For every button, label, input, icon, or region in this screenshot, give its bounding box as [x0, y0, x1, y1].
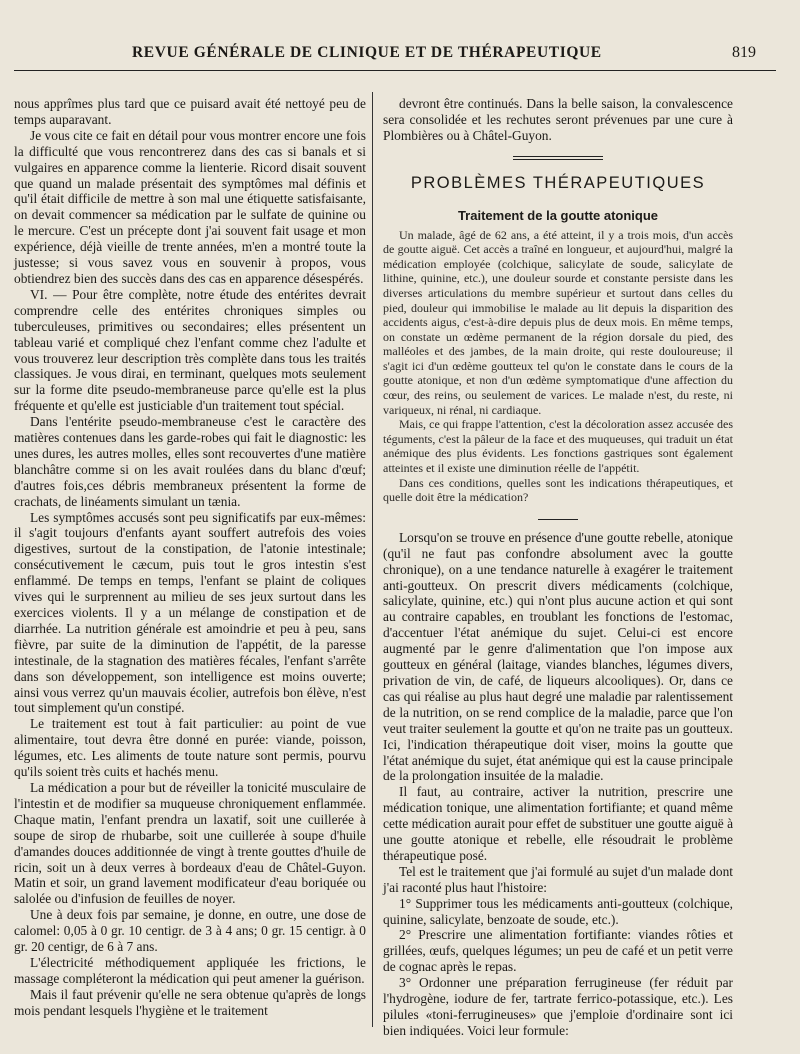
column-divider: [372, 92, 373, 1027]
page-number: 819: [732, 44, 756, 61]
left-paragraph: nous apprîmes plus tard que ce puisard avait été nettoyé peu de temps auparavant.: [14, 96, 366, 127]
answer-paragraph: Lorsqu'on se trouve en présence d'une goutte rebelle, atonique (qu'il ne faut pas confondre absolument avec la goutte chronique), on a une tendance naturelle à exagérer le traitement anti-goutteux. On prescrit divers médicaments (colchique, salicylate, quinine, etc.) qui n'ont plus aucune action et qui sont au contraire capables, en troublant les fonctions de l'estomac, d'accentuer l'état anémique du sujet. Celui-ci est encore augmenté par le genre d'alimentation que l'on impose aux goutteux en général (laitage, viandes blanches, légumes divers, privation de vin, de café, de liqueurs alcooliques). Or, dans ce cas qui réalise au plus haut degré une maladie par ralentissement de la nutrition, on se rend complice de la maladie, parce que l'on veut traiter seulement la goutte et qu'on ne traite pas un goutteux. Ici, l'indication thérapeutique doit viser, moins la goutte que l'état anémique du sujet, état anémique qui est la cause principale de la prolongation insuitée de la maladie.: [383, 529, 733, 784]
answer-paragraph: 1° Supprimer tous les médicaments anti-goutteux (colchique, quinine, salicylate, benzoate de soude, etc.).: [383, 895, 733, 927]
left-paragraph: Mais il faut prévenir qu'elle ne sera obtenue qu'après de longs mois pendant lesquels l'hygiène et le traitement: [14, 986, 366, 1018]
left-paragraph: Dans l'entérite pseudo-membraneuse c'est le caractère des matières contenues dans les garde-robes qui fait le diagnostic: les unes dures, les autres molles, elles sont recouvertes d'une matière blanchâtre comme si on les avait roulées dans du blanc d'œuf; d'autres fois,ces débris membraneux présentent la forme de crachats, de linéaments simulant un tænia.: [14, 414, 366, 509]
left-paragraph: Une à deux fois par semaine, je donne, en outre, une dose de calomel: 0,05 à 0 gr. 10 centigr. de 3 à 4 ans; 0 gr. 15 centigr. à 0 gr. 20 centigr, de 6 à 7 ans.: [14, 907, 366, 955]
left-column: [14, 96, 366, 1019]
answer-paragraph: 3° Ordonner une préparation ferrugineuse (fer réduit par l'hydrogène, iodure de fer, tartrate ferrico-potassique, etc.). Les pilules «toni-ferrugineuses» que j'emploie d'ordinaire sont ici bien indiquées. Voici leur formule:: [383, 975, 733, 1038]
left-paragraph: La médication a pour but de réveiller la tonicité musculaire de l'intestin et de modifier sa muqueuse chroniquement enflammée. Chaque matin, l'enfant prendra un laxatif, soit une cuillerée à soupe de sirop de rhubarbe, soit une cuillerée à soupe d'huile d'amandes douces additionnée de vingt à trente gouttes d'huile de ricin, soit un à deux verres à bordeaux d'eau de Châtel-Guyon. Matin et soir, un grand lavement modificateur d'eau boriquée ou salolée ou d'infusion de feuilles de noyer.: [14, 779, 366, 907]
left-paragraph: Je vous cite ce fait en détail pour vous montrer encore une fois la difficulté que vous rencontrerez dans des cas si banals et si vulgaires en apparence comme la lienterie. Ricord disait souvent que quand un malade présentait des symptômes mal définis et qu'il était difficile de mettre à son mal une étiquette satisfaisante, on devait commencer sa médication par le sulfate de quinine ou le mercure. C'est un précepte dont j'ai souvent fait usage et mon expérience, déjà vieille de trente années, m'en a montré toute la justesse; si vous savez vous en souvenir à propos, vous obtiendrez bien des succès dans des cas en apparence désespérés.: [14, 127, 366, 286]
subsection-title: Traitement de la goutte atonique: [457, 207, 659, 223]
answer-paragraph: Tel est le traitement que j'ai formulé au sujet d'un malade dont j'ai raconté plus haut l'histoire:: [383, 863, 733, 895]
section-title: PROBLÈMES THÉRAPEUTIQUES: [410, 173, 706, 192]
right-column: [383, 96, 733, 1039]
problem-paragraph: Mais, ce qui frappe l'attention, c'est la décoloration assez accusée des téguments, c'est la pâleur de la face et des muqueuses, qui traduit un état anémique des plus évidents. Les fonctions gastriques sont également atteintes et il existe une diminution réelle de l'appétit.: [383, 417, 733, 476]
right-top-paragraph: devront être continués. Dans la belle saison, la convalescence sera consolidée et les rechutes seront prévenues par une cure à Plombières ou à Châtel-Guyon.: [383, 96, 733, 143]
answer-paragraph: 2° Prescrire une alimentation fortifiante: viandes rôties et grillées, œufs, quelques légumes; un peu de café et un petit verre de cognac après le repas.: [383, 927, 733, 975]
short-rule: [538, 519, 578, 520]
running-header: [14, 40, 786, 70]
problem-paragraph: Dans ces conditions, quelles sont les indications thérapeutiques, et quelle doit être la médication?: [383, 475, 733, 505]
problem-paragraph: Un malade, âgé de 62 ans, a été atteint, il y a trois mois, d'un accès de goutte aiguë. Cet accès a traîné en longueur, et aujourd'hui, malgré la médication employée (colchique, salicylate de soude, salicylate de lithine, quinine, etc.), une douleur sourde et constante persiste dans les diverses articulations du membre supérieur et surtout dans celles du pied, douleur qui immobilise le malade au lit depuis la disparition des accidents aigus, c'est-à-dire depuis plus de deux mois. En même temps, on constate un œdème permanent de la région dorsale du pied, des malléoles et des jambes, de la main droite, qui reste douloureuse; il s'agit ici d'un œdème goutteux tel qu'on le constate dans le cours de la goutte atonique, et non d'un œdème symptomatique d'une affection du cœur, des reins, ou seulement de varices. Le malade n'est, du reste, ni variqueux, ni rénal, ni cardiaque.: [383, 227, 733, 417]
answer-paragraph: Il faut, au contraire, activer la nutrition, prescrire une médication tonique, une alimentation fortifiante; et quand même cette médication aurait pour effet de substituer une goutte aiguë à une goutte atonique et rebelle, elle résoudrait le problème thérapeutique posé.: [383, 784, 734, 863]
left-paragraph: L'électricité méthodiquement appliquée les frictions, le massage compléteront la médication qui peut amener la guérison.: [14, 954, 366, 986]
left-paragraph: Les symptômes accusés sont peu significatifs par eux-mêmes: il s'agit toujours d'enfants ayant souffert autrefois des voies digestives, surtout de la constipation, de l'atonie intestinale; consécutivement le cæcum, puis tout le gros intestin s'est enflammé. De temps en temps, l'enfant se plaint de coliques vives qui le surprennent au milieu de ses jeux surtout dans les exercices violents. Il y a un mélange de constipation et de diarrhée. La nutrition générale est amoindrie et peu à peu, sans fièvre, par suite de la diminution de l'appétit, de la paresse intestinale, de la stagnation des matières fécales, l'enfant s'arrête dans son développement, son intelligence est moins ouverte; ainsi vous verrez qu'un mauvais écolier, autrefois bon élève, n'est tout simplement qu'un constipé.: [14, 509, 366, 716]
left-paragraph: Le traitement est tout à fait particulier: au point de vue alimentaire, tout devra être donné en purée: viande, poisson, légumes, etc. Les aliments de toute nature sont permis, pourvu qu'ils soient très cuits et hachés menu.: [14, 716, 366, 780]
journal-title: REVUE GÉNÉRALE DE CLINIQUE ET DE THÉRAPEUTIQUE: [132, 44, 602, 61]
section-separator: [513, 156, 603, 160]
left-paragraph: VI. — Pour être complète, notre étude des entérites devrait comprendre celle des entérites chroniques simples ou tuberculeuses, primitives ou secondaires; elles présentent un tableau varié et compliqué chez l'enfant comme chez l'adulte et vous trouverez leur description très complète dans tous les traités classiques. Je vous dirai, en terminant, quelques mots seulement sur la forme dite pseudo-membraneuse parce qu'elle est la plus fréquente et qu'elle est justiciable d'un traitement tout spécial.: [14, 286, 366, 414]
header-rule: [14, 70, 776, 71]
